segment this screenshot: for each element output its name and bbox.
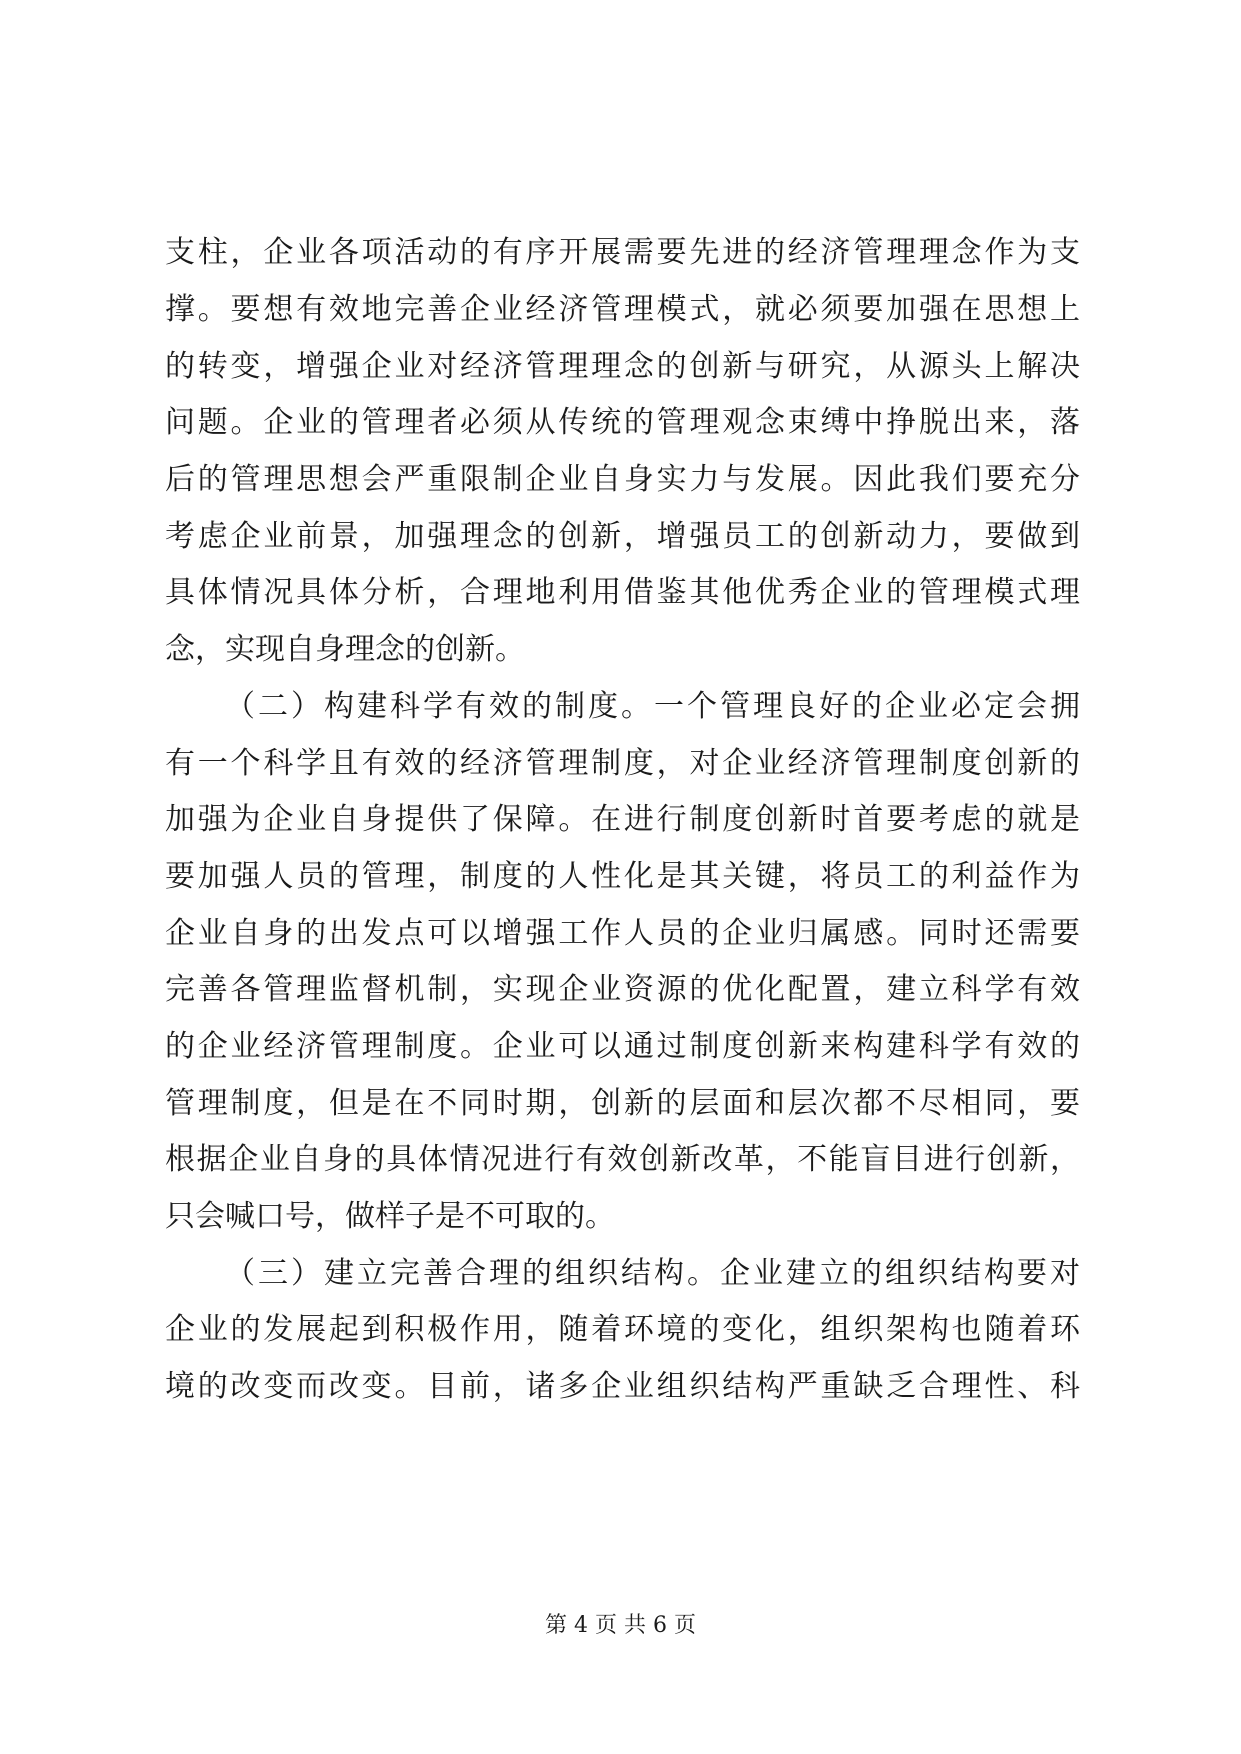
page-footer <box>0 1608 1241 1639</box>
text-line: 根据企业自身的具体情况进行有效创新改革，不能盲目进行创新， <box>165 1142 1080 1178</box>
text-line: 境的改变而改变。目前，诸多企业组织结构严重缺乏合理性、科 <box>165 1369 1080 1405</box>
text-line: 具体情况具体分析，合理地利用借鉴其他优秀企业的管理模式理 <box>165 575 1080 611</box>
text-line: 管理制度，但是在不同时期，创新的层面和层次都不尽相同，要 <box>165 1085 1080 1121</box>
body-text <box>165 225 1080 1415</box>
text-line: 考虑企业前景，加强理念的创新，增强员工的创新动力，要做到 <box>165 518 1080 554</box>
text-line: 有一个科学且有效的经济管理制度，对企业经济管理制度创新的 <box>165 745 1080 781</box>
text-line: 完善各管理监督机制，实现企业资源的优化配置，建立科学有效 <box>165 972 1080 1008</box>
text-line: 的企业经济管理制度。企业可以通过制度创新来构建科学有效的 <box>165 1028 1080 1064</box>
text-line: 企业的发展起到积极作用，随着环境的变化，组织架构也随着环 <box>165 1312 1080 1348</box>
text-line: 后的管理思想会严重限制企业自身实力与发展。因此我们要充分 <box>165 462 1080 498</box>
text-line: 撑。要想有效地完善企业经济管理模式，就必须要加强在思想上 <box>165 292 1080 328</box>
text-line: 要加强人员的管理，制度的人性化是其关键，将员工的利益作为 <box>165 858 1080 894</box>
text-line: 加强为企业自身提供了保障。在进行制度创新时首要考虑的就是 <box>165 802 1080 838</box>
text-line: 的转变，增强企业对经济管理理念的创新与研究，从源头上解决 <box>165 348 1080 384</box>
text-line: 问题。企业的管理者必须从传统的管理观念束缚中挣脱出来，落 <box>165 405 1080 441</box>
text-line: 支柱，企业各项活动的有序开展需要先进的经济管理理念作为支 <box>165 235 1080 271</box>
text-line: 只会喊口号，做样子是不可取的。 <box>165 1199 615 1235</box>
text-line: 企业自身的出发点可以增强工作人员的企业归属感。同时还需要 <box>165 915 1080 951</box>
section-heading-line: （二）构建科学有效的制度。一个管理良好的企业必定会拥 <box>225 688 1080 724</box>
section-heading-line: （三）建立完善合理的组织结构。企业建立的组织结构要对 <box>225 1255 1080 1291</box>
page-number-label: 第 4 页 共 6 页 <box>545 1613 696 1638</box>
text-line: 念，实现自身理念的创新。 <box>165 632 525 668</box>
